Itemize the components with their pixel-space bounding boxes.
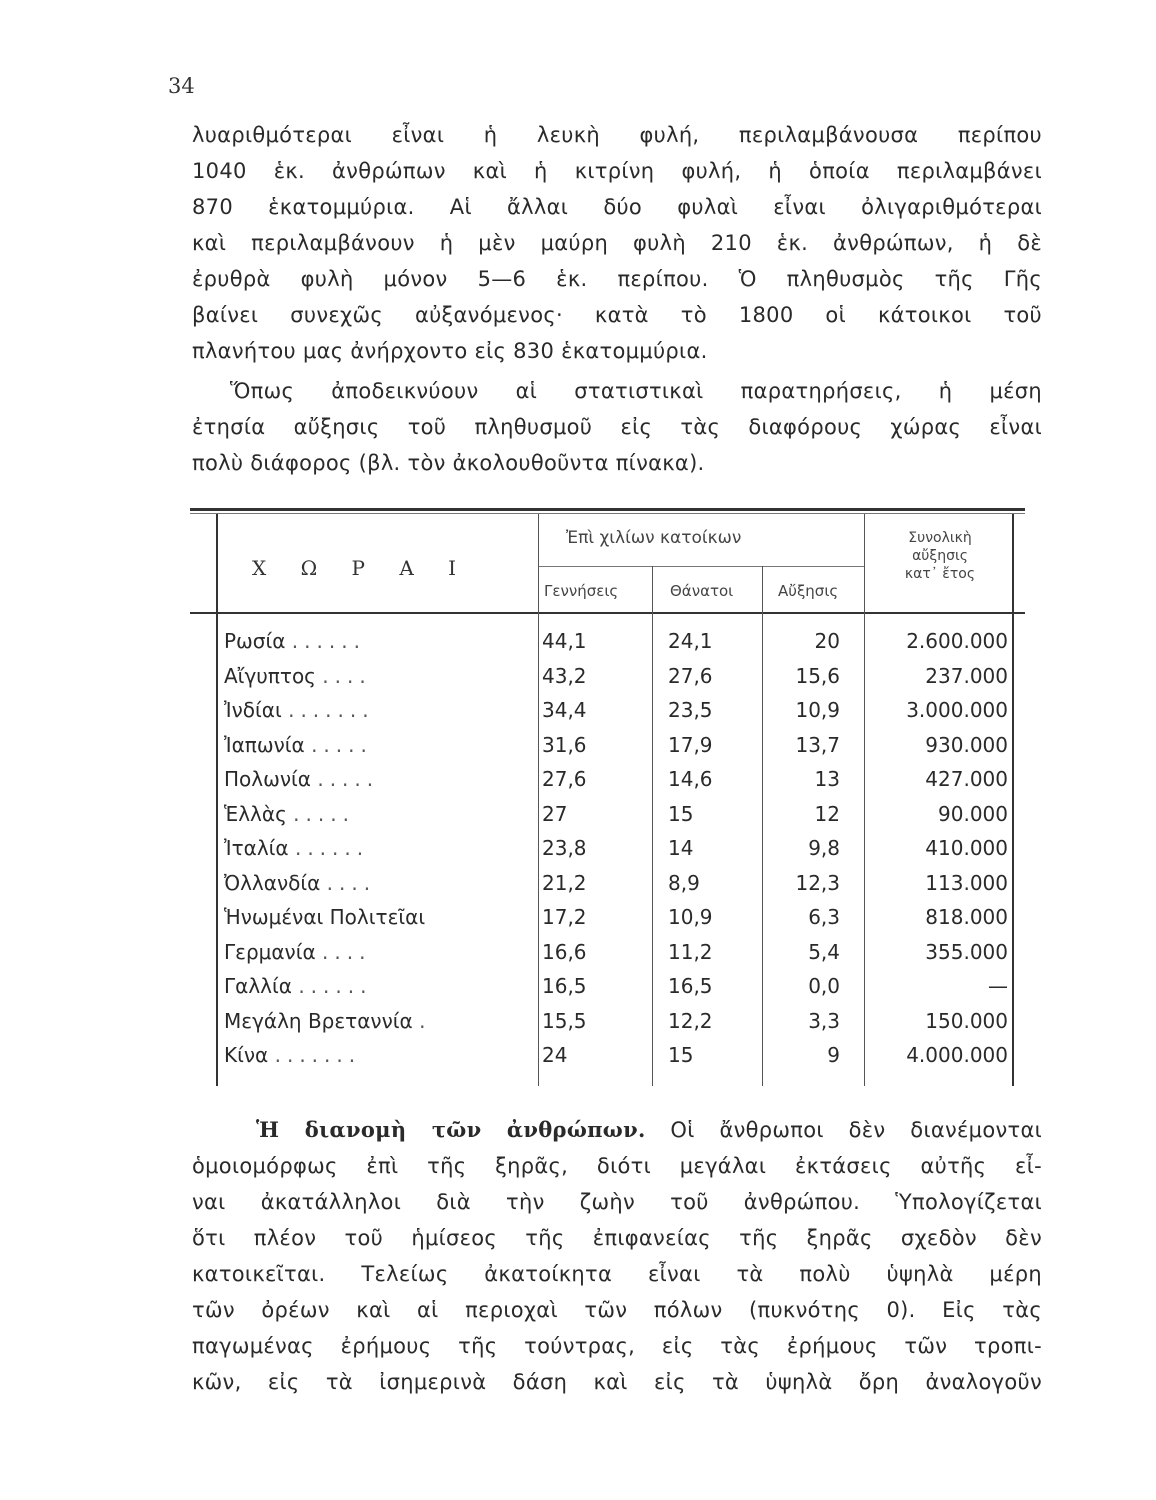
cell-deaths: 15 bbox=[668, 801, 694, 826]
text-line: κατοικεῖται. Τελείως ἀκατοίκητα εἶναι τὰ πολὺ ὑψηλὰ μέρη bbox=[192, 1262, 1042, 1286]
header-total-line1: Συνολικὴ bbox=[908, 530, 972, 546]
cell-births: 24 bbox=[542, 1043, 568, 1067]
cell-deaths: 14 bbox=[668, 836, 694, 860]
table-row bbox=[190, 624, 1025, 658]
cell-country bbox=[224, 969, 514, 1003]
text-line: πολὺ διάφορος (βλ. τὸν ἀκολουθοῦντα πίνακα). bbox=[192, 451, 705, 475]
cell-births: 34,4 bbox=[542, 698, 587, 722]
cell-births: 15,5 bbox=[542, 1008, 587, 1033]
cell-births: 16,6 bbox=[542, 939, 587, 964]
cell-growth: 9,8 bbox=[808, 836, 840, 860]
table-row bbox=[190, 969, 1025, 1003]
table-row bbox=[190, 797, 1025, 831]
text-line: ἐρυθρὰ φυλὴ μόνον 5—6 ἑκ. περίπου. Ὁ πληθυσμὸς τῆς Γῆς bbox=[192, 267, 1042, 291]
cell-growth: 15,6 bbox=[795, 663, 840, 688]
paragraph-statistics bbox=[192, 373, 1042, 481]
cell-country bbox=[224, 1038, 514, 1072]
cell-country bbox=[224, 935, 514, 969]
table-row bbox=[190, 1004, 1025, 1038]
leader-dots: .... bbox=[322, 663, 372, 688]
cell-total: 90.000 bbox=[938, 801, 1008, 826]
leader-dots: ...... bbox=[298, 974, 373, 998]
population-growth-table bbox=[190, 508, 1025, 1088]
table-row bbox=[190, 762, 1025, 796]
leader-dots: ....... bbox=[288, 698, 375, 722]
text-line: ἐτησία αὔξησις τοῦ πληθυσμοῦ εἰς τὰς διαφόρους χώρας εἶναι bbox=[192, 415, 1042, 439]
text-line: κῶν, εἰς τὰ ἰσημερινὰ δάση καὶ εἰς τὰ ὑψηλὰ ὄρη ἀναλογοῦν bbox=[192, 1370, 1042, 1394]
cell-births: 43,2 bbox=[542, 663, 587, 688]
cell-country bbox=[224, 659, 514, 693]
header-countries: Χ Ω Ρ Α Ι bbox=[252, 556, 471, 580]
header-deaths: Θάνατοι bbox=[670, 582, 734, 600]
country-name: Μεγάλη Βρεταννία bbox=[224, 1008, 413, 1033]
leader-dots: ...... bbox=[294, 836, 370, 860]
text-line: καὶ περιλαμβάνουν ἡ μὲν μαύρη φυλὴ 210 ἑκ. ἀνθρώπων, ἡ δὲ bbox=[192, 231, 1042, 255]
country-name: Ἑλλὰς bbox=[224, 801, 287, 826]
cell-deaths: 17,9 bbox=[668, 732, 713, 757]
cell-total: 355.000 bbox=[925, 939, 1008, 964]
cell-country bbox=[224, 797, 514, 831]
country-name: Ὀλλανδία bbox=[224, 870, 321, 895]
cell-deaths: 12,2 bbox=[668, 1008, 713, 1033]
cell-deaths: 16,5 bbox=[668, 974, 713, 998]
text-line: Ἡ διανομὴ τῶν ἀνθρώπων. Οἱ ἄνθρωποι δὲν διανέμονται bbox=[192, 1112, 1042, 1148]
country-name: Γερμανία bbox=[224, 939, 316, 964]
header-total-line2: αὔξησις bbox=[912, 548, 968, 564]
cell-growth: 13,7 bbox=[795, 732, 840, 757]
leader-dots: .... bbox=[326, 870, 377, 895]
country-name: Αἴγυπτος bbox=[224, 663, 316, 688]
cell-total: 2.600.000 bbox=[906, 629, 1008, 653]
paragraph-population bbox=[192, 117, 1042, 369]
cell-births: 21,2 bbox=[542, 870, 587, 895]
leader-dots: .... bbox=[322, 939, 372, 964]
text-line: ὁμοιομόρφως ἐπὶ τῆς ξηρᾶς, διότι μεγάλαι ἐκτάσεις αὐτῆς εἶ- bbox=[192, 1154, 1042, 1178]
cell-births: 31,6 bbox=[542, 732, 587, 757]
cell-growth: 20 bbox=[814, 629, 840, 653]
text-line: λυαριθμότεραι εἶναι ἡ λευκὴ φυλή, περιλαμβάνουσα περίπου bbox=[192, 123, 1042, 147]
text-line: παγωμένας ἐρήμους τῆς τούντρας, εἰς τὰς ἐρήμους τῶν τροπι- bbox=[192, 1334, 1042, 1358]
cell-deaths: 15 bbox=[668, 1043, 694, 1067]
cell-births: 17,2 bbox=[542, 905, 587, 929]
leader-dots: ....... bbox=[274, 1043, 362, 1067]
cell-total: 237.000 bbox=[925, 663, 1008, 688]
text-line: 870 ἑκατομμύρια. Αἱ ἄλλαι δύο φυλαὶ εἶναι ὀλιγαριθμότεραι bbox=[192, 195, 1042, 219]
cell-country bbox=[224, 624, 514, 658]
cell-total: 930.000 bbox=[925, 732, 1008, 757]
text-line: τῶν ὀρέων καὶ αἱ περιοχαὶ τῶν πόλων (πυκνότης 0). Εἰς τὰς bbox=[192, 1298, 1042, 1322]
text-line: ναι ἀκατάλληλοι διὰ τὴν ζωὴν τοῦ ἀνθρώπου. Ὑπολογίζεται bbox=[192, 1190, 1042, 1214]
paragraph-distribution bbox=[192, 1112, 1042, 1400]
country-name: Γαλλία bbox=[224, 974, 292, 998]
cell-growth: 12,3 bbox=[795, 870, 840, 895]
leader-dots: ..... bbox=[293, 801, 355, 826]
cell-deaths: 8,9 bbox=[668, 870, 700, 895]
text-line: πλανήτου μας ἀνήρχοντο εἰς 830 ἑκατομμύρια. bbox=[192, 339, 708, 363]
table-row bbox=[190, 1038, 1025, 1072]
cell-total: 427.000 bbox=[925, 767, 1008, 791]
text-line: Ὅπως ἀποδεικνύουν αἱ στατιστικαὶ παρατηρήσεις, ἡ μέση bbox=[230, 379, 1042, 403]
cell-total: 410.000 bbox=[925, 836, 1008, 860]
cell-deaths: 11,2 bbox=[668, 939, 713, 964]
leader-dots: . bbox=[419, 1008, 432, 1033]
header-births: Γεννήσεις bbox=[544, 582, 619, 600]
cell-country bbox=[224, 1004, 514, 1038]
table-row bbox=[190, 866, 1025, 900]
table-row bbox=[190, 831, 1025, 865]
table-row bbox=[190, 659, 1025, 693]
cell-country bbox=[224, 728, 514, 762]
cell-deaths: 23,5 bbox=[668, 698, 713, 722]
leader-dots: ...... bbox=[291, 629, 366, 653]
text-line: ὅτι πλέον τοῦ ἡμίσεος τῆς ἐπιφανείας τῆς ξηρᾶς σχεδὸν δὲν bbox=[192, 1226, 1042, 1250]
cell-country bbox=[224, 831, 514, 865]
cell-deaths: 27,6 bbox=[668, 663, 713, 688]
cell-births: 27 bbox=[542, 801, 568, 826]
cell-deaths: 24,1 bbox=[668, 629, 713, 653]
section-title: Ἡ διανομὴ τῶν ἀνθρώπων. bbox=[256, 1117, 646, 1142]
page-number: 34 bbox=[168, 74, 195, 98]
leader-dots: ..... bbox=[317, 767, 380, 791]
leader-dots: ..... bbox=[311, 732, 373, 757]
cell-growth: 9 bbox=[827, 1043, 840, 1067]
cell-growth: 3,3 bbox=[808, 1008, 840, 1033]
cell-total: 4.000.000 bbox=[906, 1043, 1008, 1067]
cell-growth: 12 bbox=[814, 801, 840, 826]
cell-growth: 5,4 bbox=[808, 939, 840, 964]
table-row bbox=[190, 935, 1025, 969]
country-name: Ἡνωμέναι Πολιτεῖαι bbox=[224, 905, 426, 929]
cell-growth: 10,9 bbox=[795, 698, 840, 722]
cell-births: 27,6 bbox=[542, 767, 587, 791]
cell-total: 818.000 bbox=[925, 905, 1008, 929]
cell-country bbox=[224, 762, 514, 796]
country-name: Ἰταλία bbox=[224, 836, 289, 860]
country-name: Κίνα bbox=[224, 1043, 269, 1067]
cell-country bbox=[224, 693, 514, 727]
cell-births: 44,1 bbox=[542, 629, 587, 653]
country-name: Ἰαπωνία bbox=[224, 732, 305, 757]
header-per-thousand: Ἐπὶ χιλίων κατοίκων bbox=[566, 528, 742, 548]
table-row bbox=[190, 728, 1025, 762]
table-row bbox=[190, 693, 1025, 727]
cell-births: 23,8 bbox=[542, 836, 587, 860]
cell-deaths: 14,6 bbox=[668, 767, 713, 791]
cell-total: 150.000 bbox=[925, 1008, 1008, 1033]
header-total-line3: κατ᾽ ἔτος bbox=[904, 566, 976, 582]
text-line: 1040 ἑκ. ἀνθρώπων καὶ ἡ κιτρίνη φυλή, ἡ ὁποία περιλαμβάνει bbox=[192, 159, 1042, 183]
cell-total: 3.000.000 bbox=[906, 698, 1008, 722]
text-line: βαίνει συνεχῶς αὐξανόμενος· κατὰ τὸ 1800 οἱ κάτοικοι τοῦ bbox=[192, 303, 1042, 327]
cell-country bbox=[224, 866, 514, 900]
country-name: Πολωνία bbox=[224, 767, 311, 791]
cell-growth: 0,0 bbox=[808, 974, 840, 998]
cell-total: 113.000 bbox=[925, 870, 1008, 895]
cell-births: 16,5 bbox=[542, 974, 587, 998]
header-growth: Αὔξησις bbox=[778, 582, 839, 600]
cell-country bbox=[224, 900, 514, 934]
table-row bbox=[190, 900, 1025, 934]
cell-growth: 6,3 bbox=[808, 905, 840, 929]
cell-total: — bbox=[988, 974, 1008, 998]
country-name: Ρωσία bbox=[224, 629, 286, 653]
country-name: Ἰνδίαι bbox=[224, 698, 282, 722]
cell-deaths: 10,9 bbox=[668, 905, 713, 929]
cell-growth: 13 bbox=[814, 767, 840, 791]
